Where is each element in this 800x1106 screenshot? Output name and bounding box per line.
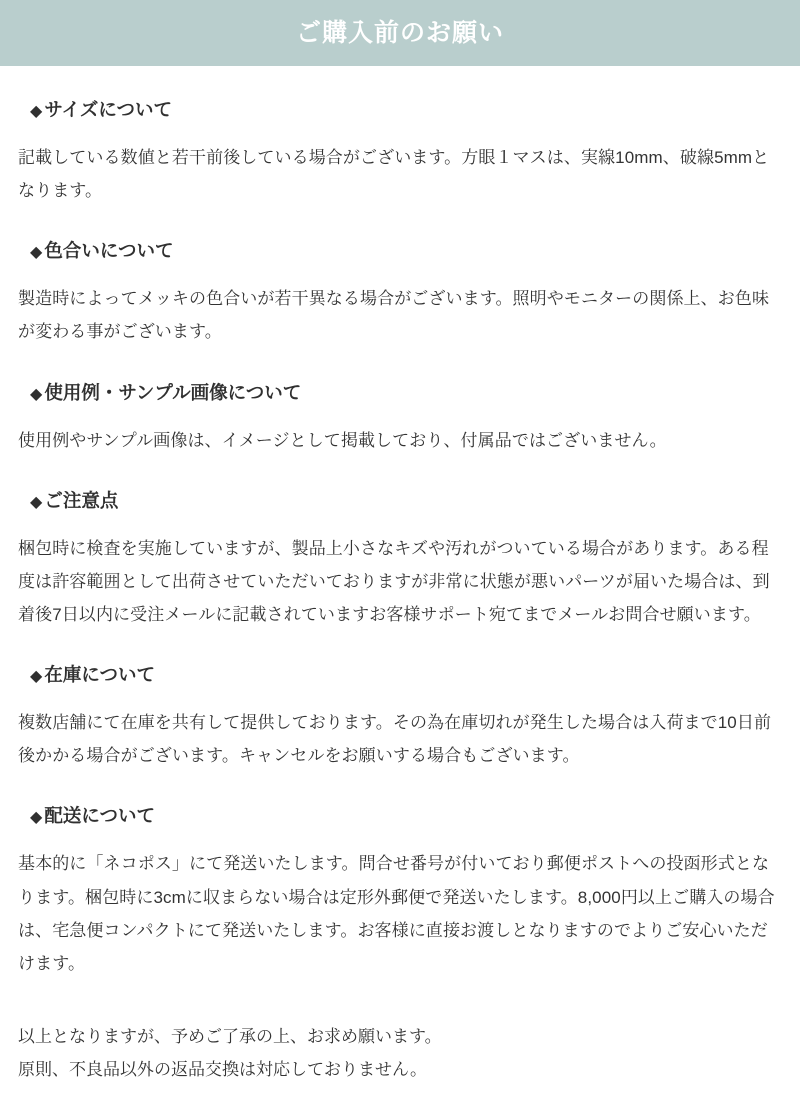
section-cautions xyxy=(18,487,782,631)
section-sample-images xyxy=(18,379,782,457)
diamond-bullet-icon: ◆ xyxy=(30,668,43,686)
section-heading-text: 在庫について xyxy=(44,664,155,686)
section-body-size: 記載している数値と若干前後している場合がございます。方眼１マスは、実線10mm、破線5mmとなります。 xyxy=(18,148,770,201)
diamond-bullet-icon: ◆ xyxy=(30,809,43,827)
section-heading-shipping xyxy=(30,802,782,830)
section-color xyxy=(18,237,782,348)
section-heading-cautions xyxy=(30,487,782,515)
section-heading-text: 色合いについて xyxy=(44,240,174,262)
diamond-bullet-icon: ◆ xyxy=(30,244,43,262)
section-size xyxy=(18,96,782,207)
section-body-cautions: 梱包時に検査を実施していますが、製品上小さなキズや汚れがついている場合があります。ある程度は許容範囲として出荷させていただいておりますが非常に状態が悪いパーツが届いた場合は、到着後7日以内に受注メールに記載されていますお客様サポート宛てまでメールお問合せ願います。 xyxy=(18,538,770,624)
section-heading-text: 使用例・サンプル画像について xyxy=(44,381,302,403)
section-heading-color xyxy=(30,237,782,265)
notice-content xyxy=(0,96,800,1096)
diamond-bullet-icon: ◆ xyxy=(30,103,43,120)
section-heading-sample-images xyxy=(30,379,782,407)
section-body-color: 製造時によってメッキの色合いが若干異なる場合がございます。照明やモニターの関係上、お色味が変わる事がございます。 xyxy=(18,289,770,342)
section-body-stock: 複数店舗にて在庫を共有して提供しております。その為在庫切れが発生した場合は入荷まで10日前後かかる場合がございます。キャンセルをお願いする場合もございます。 xyxy=(18,713,772,766)
section-heading-size xyxy=(30,96,782,124)
section-stock xyxy=(18,661,782,772)
page-header xyxy=(0,0,800,66)
section-shipping xyxy=(18,802,782,980)
section-body-shipping: 基本的に「ネコポス」にて発送いたします。問合せ番号が付いており郵便ポストへの投函形式となります。梱包時に3cmに収まらない場合は定形外郵便で発送いたします。8,000円以上ご購入の場合は、宅急便コンパクトにて発送いたします。お客様に直接お渡しとなりますのでよりご安心いただけます。 xyxy=(18,854,775,973)
diamond-bullet-icon: ◆ xyxy=(30,493,43,511)
section-body-sample-images: 使用例やサンプル画像は、イメージとして掲載しており、付属品ではございません。 xyxy=(18,430,667,450)
section-heading-text: ご注意点 xyxy=(44,489,119,511)
closing-line-1: 以上となりますが、予めご了承の上、お求め願います。 xyxy=(18,1026,442,1046)
diamond-bullet-icon: ◆ xyxy=(30,385,43,403)
section-heading-stock xyxy=(30,661,782,689)
section-heading-text: 配送について xyxy=(44,805,155,827)
section-heading-text: サイズについて xyxy=(44,99,172,120)
page-title: ご購入前のお願い xyxy=(295,18,504,47)
closing-note xyxy=(18,1020,782,1086)
closing-line-2: 原則、不良品以外の返品交換は対応しておりません。 xyxy=(18,1060,428,1080)
